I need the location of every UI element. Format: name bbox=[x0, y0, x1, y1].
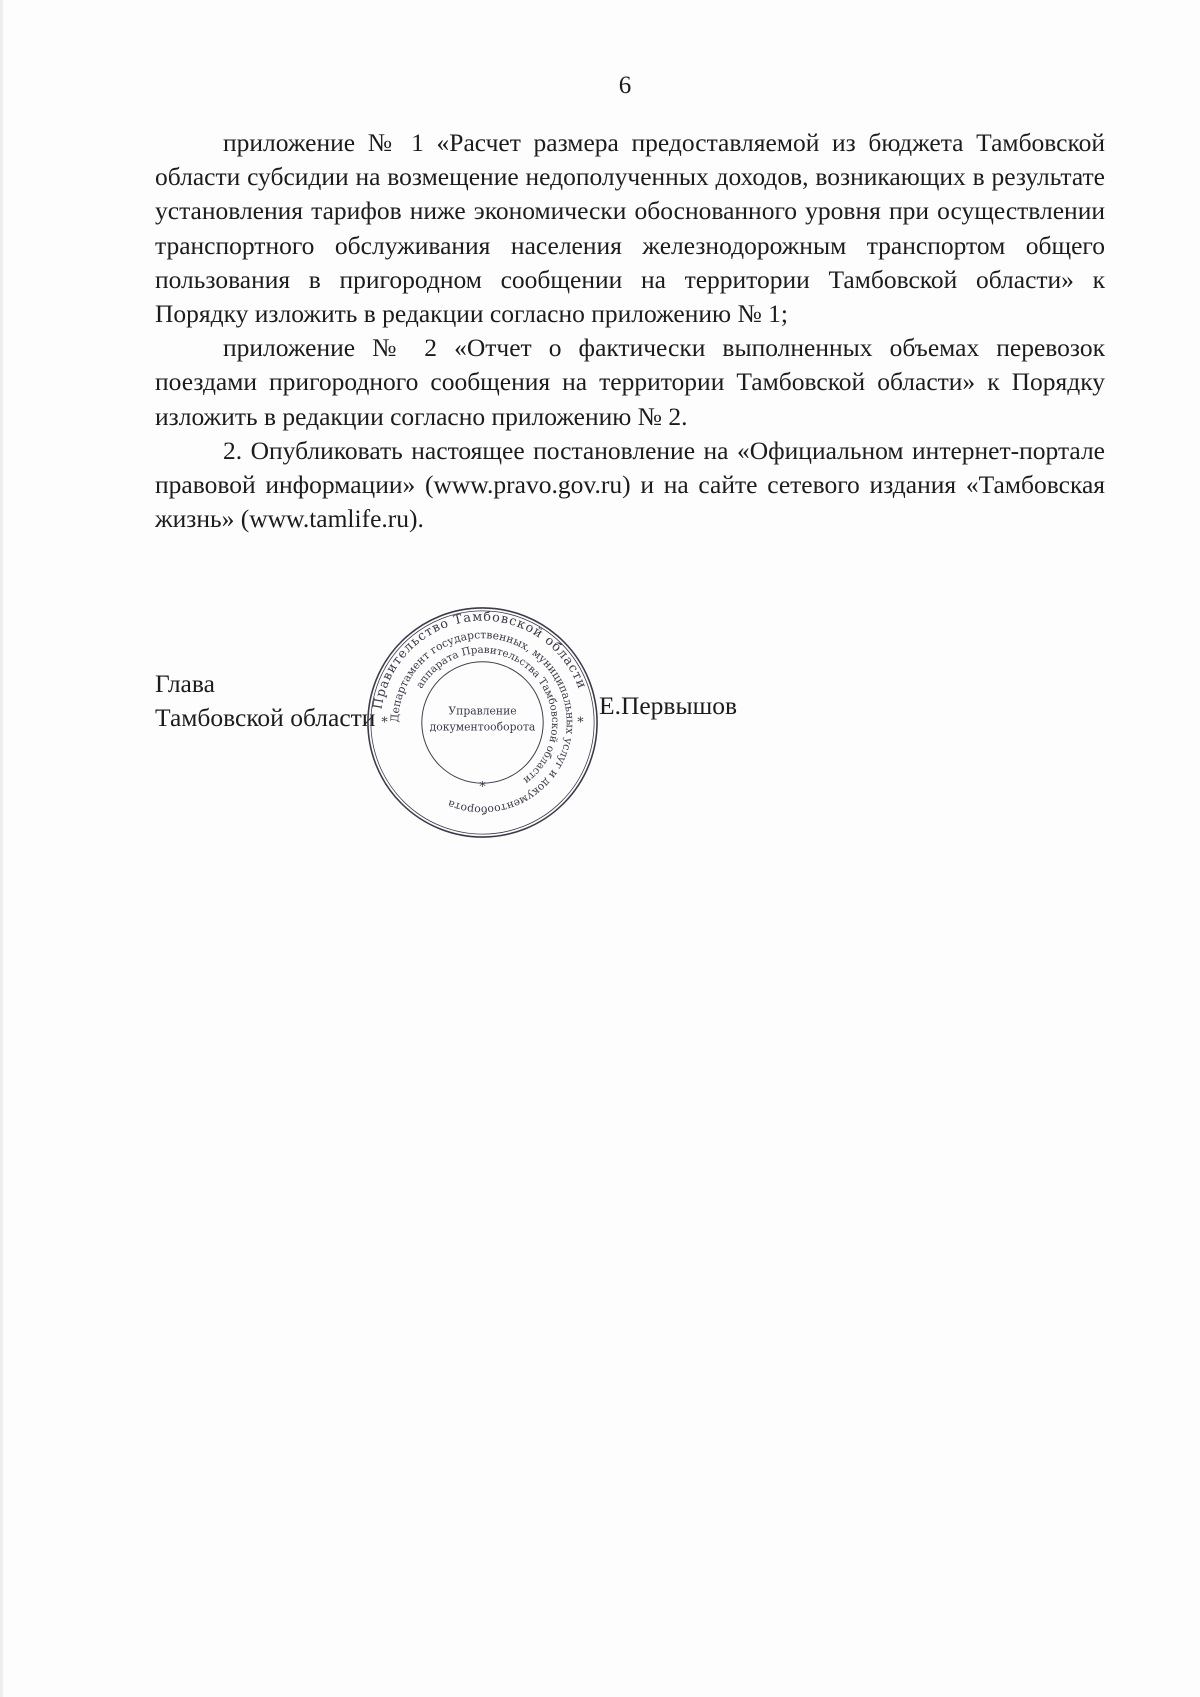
stamp-center-line2: документооборота bbox=[429, 720, 536, 734]
page-number: 6 bbox=[618, 72, 632, 99]
stamp-outer-ring-text: Правительство Тамбовской области bbox=[369, 608, 591, 711]
stamp-star-bottom: * bbox=[479, 779, 486, 795]
stamp-star-left: * bbox=[381, 714, 388, 730]
stamp-middle-ring-text: Департамент государственных, муниципальных услуг и документооборота bbox=[388, 628, 577, 817]
signature-title-line2: Тамбовской области bbox=[155, 703, 376, 732]
signature-title-line1: Глава bbox=[155, 669, 215, 698]
document-body bbox=[155, 126, 1105, 536]
stamp-inner-ring-text: аппарата Правительства Тамбовской области bbox=[413, 643, 562, 787]
paragraph-appendix-1: приложение № 1 «Расчет размера предоставляемой из бюджета Тамбовской области субсидии на возмещение недополученных доходов, возникающих в результате установления тарифов ниже экономически обоснованного уровня при осуществлении транспортного обслуживания населения железнодорожным транспортом общего пользования в пригородном сообщении на территории Тамбовской области» к Порядку изложить в редакции согласно приложению № 1; bbox=[155, 128, 1105, 329]
stamp-star-right: * bbox=[577, 714, 584, 730]
paragraph-appendix-2: приложение № 2 «Отчет о фактически выполненных объемах перевозок поездами пригородного сообщения на территории Тамбовской области» к Порядку изложить в редакции согласно приложению № 2. bbox=[155, 333, 1105, 431]
signatory-name: Е.Первышов bbox=[599, 691, 738, 720]
scan-edge bbox=[0, 0, 3, 1697]
official-stamp bbox=[365, 605, 600, 840]
paragraph-publication: 2. Опубликовать настоящее постановление на «Официальном интернет-портале правовой информации» (www.pravo.gov.ru) и на сайте сетевого издания «Тамбовская жизнь» (www.tamlife.ru). bbox=[155, 435, 1105, 534]
stamp-center-line1: Управление bbox=[448, 704, 517, 718]
